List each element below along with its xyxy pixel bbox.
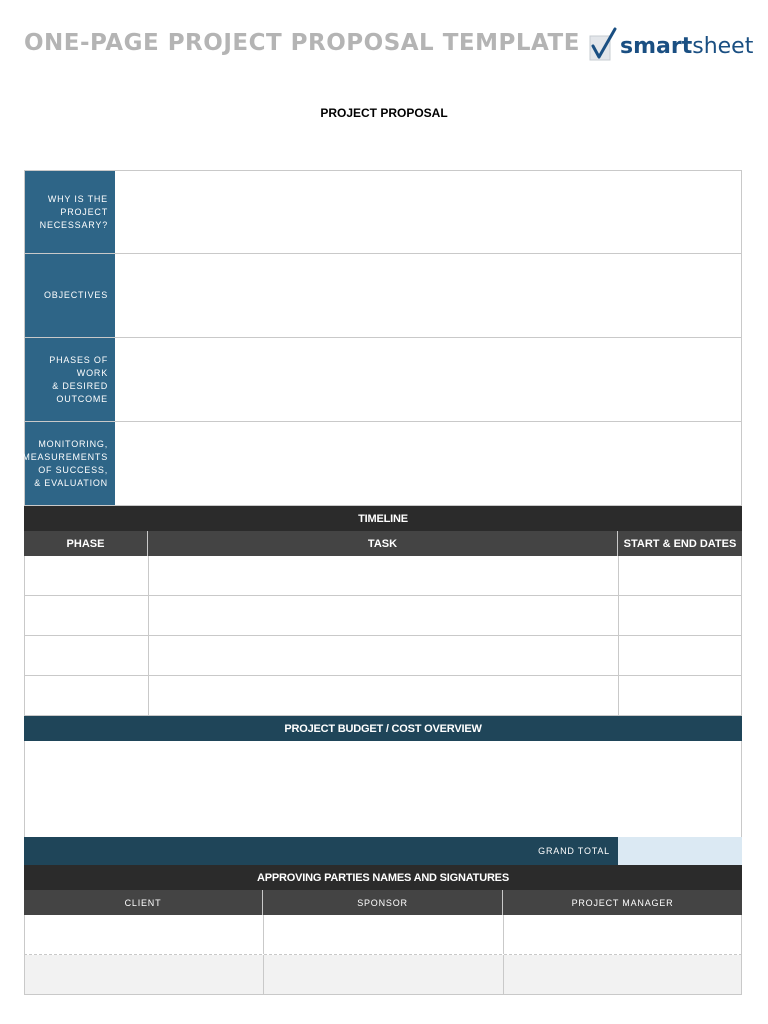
column-header-task: TASK <box>148 531 618 556</box>
task-cell[interactable] <box>149 636 619 675</box>
signature-row <box>24 955 742 995</box>
grand-total-label: GRAND TOTAL <box>538 846 610 856</box>
info-row-objectives <box>24 254 742 338</box>
budget-field[interactable] <box>24 741 742 837</box>
table-row <box>24 556 742 596</box>
client-signature-cell[interactable] <box>25 955 264 994</box>
table-row <box>24 636 742 676</box>
name-row <box>24 915 742 955</box>
grand-total-row <box>24 837 742 865</box>
table-row <box>24 676 742 716</box>
column-header-phase: PHASE <box>24 531 148 556</box>
column-header-project-manager: PROJECT MANAGER <box>571 897 674 908</box>
table-row <box>24 596 742 636</box>
proposal-sheet <box>24 170 742 995</box>
smartsheet-logo <box>588 26 753 64</box>
task-cell[interactable] <box>149 676 619 715</box>
dates-cell[interactable] <box>619 676 741 715</box>
approvals-title: APPROVING PARTIES NAMES AND SIGNATURES <box>24 865 742 890</box>
phase-cell[interactable] <box>25 676 149 715</box>
info-value-field[interactable] <box>115 171 741 253</box>
dates-cell[interactable] <box>619 636 741 675</box>
task-cell[interactable] <box>149 556 619 595</box>
client-name-cell[interactable] <box>25 915 264 954</box>
info-row-why <box>24 170 742 254</box>
info-value-field[interactable] <box>115 254 741 337</box>
column-header-client: CLIENT <box>24 890 263 915</box>
task-cell[interactable] <box>149 596 619 635</box>
phase-cell[interactable] <box>25 596 149 635</box>
timeline-title: TIMELINE <box>24 506 742 531</box>
info-label: MONITORING, MEASUREMENTS OF SUCCESS, & EVALUATION <box>25 422 115 505</box>
column-header-dates: START & END DATES <box>623 537 737 550</box>
sponsor-signature-cell[interactable] <box>264 955 504 994</box>
document-title: ONE-PAGE PROJECT PROPOSAL TEMPLATE <box>24 30 580 56</box>
info-label: WHY IS THE PROJECT NECESSARY? <box>25 171 115 253</box>
timeline-header-row <box>24 531 742 556</box>
info-value-field[interactable] <box>115 422 741 505</box>
sponsor-name-cell[interactable] <box>264 915 504 954</box>
info-section <box>24 170 742 506</box>
project-manager-name-cell[interactable] <box>504 915 741 954</box>
column-header-sponsor: SPONSOR <box>263 890 503 915</box>
logo-wordmark: smartsheet <box>620 33 754 59</box>
project-manager-signature-cell[interactable] <box>504 955 741 994</box>
dates-cell[interactable] <box>619 596 741 635</box>
info-row-phases <box>24 338 742 422</box>
phase-cell[interactable] <box>25 556 149 595</box>
grand-total-field[interactable] <box>618 837 742 865</box>
info-row-monitoring <box>24 422 742 506</box>
dates-cell[interactable] <box>619 556 741 595</box>
info-value-field[interactable] <box>115 338 741 421</box>
page-subtitle: PROJECT PROPOSAL <box>320 106 448 120</box>
info-label: PHASES OF WORK & DESIRED OUTCOME <box>25 338 115 421</box>
info-label: OBJECTIVES <box>25 254 115 337</box>
approvals-header-row <box>24 890 742 915</box>
check-icon <box>588 26 618 64</box>
budget-title: PROJECT BUDGET / COST OVERVIEW <box>24 716 742 741</box>
phase-cell[interactable] <box>25 636 149 675</box>
